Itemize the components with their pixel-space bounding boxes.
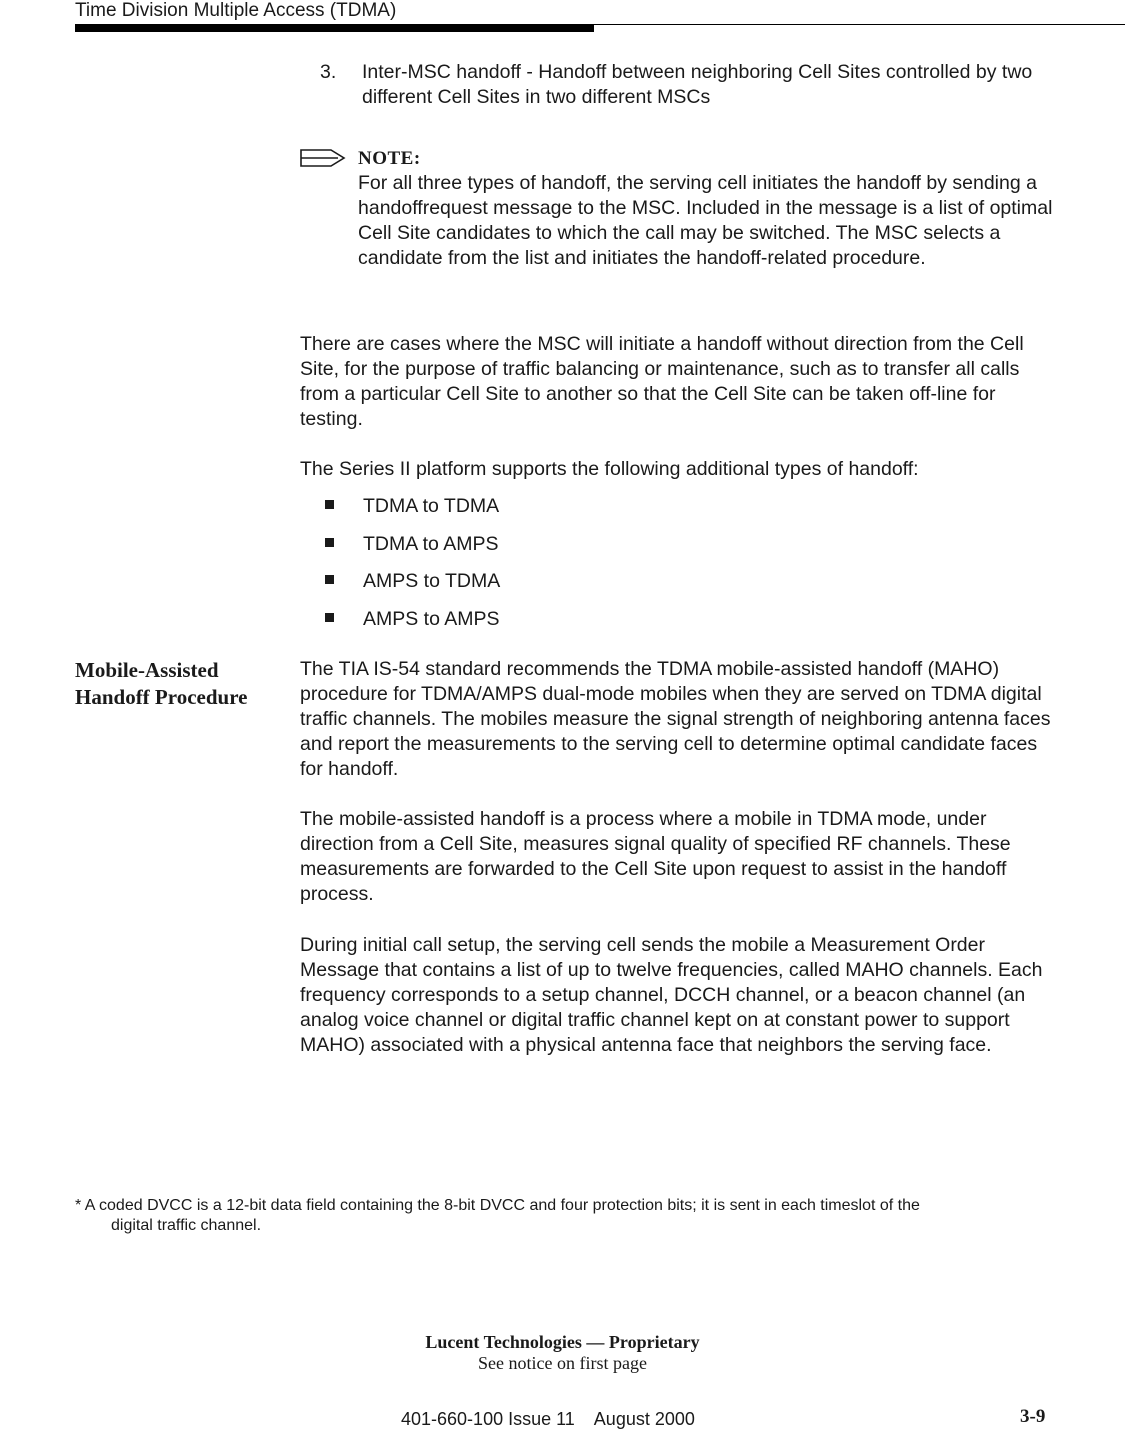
note-text: For all three types of handoff, the serving cell initiates the handoff by sending a handoffrequest message to the MSC. Included in the message is a list of optimal Cell Site candidates to which the call may be switched. The MSC selects a candidate from the list and initiates the handoff-related procedure. (358, 172, 1053, 269)
bullet-text: TDMA to AMPS (363, 533, 499, 555)
section-heading-line: Mobile-Assisted (75, 658, 219, 682)
bullet-item (325, 532, 725, 557)
item-number: 3. (320, 61, 337, 83)
paragraph-call-setup: During initial call setup, the serving cell sends the mobile a Measurement Order Message that contains a list of up to twelve frequencies, called MAHO channels. Each frequency corresponds to a setup channel, DCCH channel, or a beacon channel (an analog voice channel or digital traffic channel kept on at constant power to support MAHO) associated with a physical antenna face that neighbors the serving face. (300, 934, 1043, 1056)
footer-notice: See notice on first page (478, 1353, 647, 1373)
section-heading-line: Handoff Procedure (75, 685, 248, 709)
paragraph-series-ii: The Series II platform supports the following additional types of handoff: (300, 458, 919, 480)
bullet-item (325, 607, 725, 632)
bullet-item (325, 494, 725, 519)
footnote (75, 1196, 1060, 1236)
bullet-square-icon (325, 575, 334, 584)
paragraph-msc-handoff: There are cases where the MSC will initiate a handoff without direction from the Cell Site, for the purpose of traffic balancing or maintenance, such as to transfer all calls from a particular Cell Site to another so that the Cell Site can be taken off-line for testing. (300, 333, 1024, 430)
bullet-square-icon (325, 613, 334, 622)
footer-doc-id: 401-660-100 Issue 11 August 2000 (401, 1409, 695, 1429)
bullet-item (325, 569, 725, 594)
footnote-line: digital traffic channel. (111, 1217, 262, 1234)
note-label: NOTE: (358, 148, 421, 169)
footer-company: Lucent Technologies — Proprietary (425, 1332, 700, 1352)
paragraph-maho-standard: The TIA IS-54 standard recommends the TDMA mobile-assisted handoff (MAHO) procedure for TDMA/AMPS dual-mode mobiles when they are served on TDMA digital traffic channels. The mobiles measure the signal strength of neighboring antenna faces and report the measurements to the serving cell to determine optimal candidate faces for handoff. (300, 658, 1051, 780)
bullet-text: AMPS to TDMA (363, 570, 501, 592)
bullet-text: AMPS to AMPS (363, 608, 500, 630)
section-heading (75, 657, 290, 711)
bullet-text: TDMA to TDMA (363, 495, 500, 517)
item-text: Inter-MSC handoff - Handoff between neighboring Cell Sites controlled by two different Cell Sites in two different MSCs (362, 61, 1033, 108)
header-title: Time Division Multiple Access (TDMA) (75, 0, 397, 21)
footnote-line: * A coded DVCC is a 12-bit data field containing the 8-bit DVCC and four protection bits; it is sent in each timeslot of the (75, 1197, 920, 1214)
page-number: 3-9 (1020, 1406, 1046, 1427)
bullet-square-icon (325, 538, 334, 547)
paragraph-maho-process: The mobile-assisted handoff is a process where a mobile in TDMA mode, under direction from a Cell Site, measures signal quality of specified RF channels. These measurements are forwarded to the Cell Site upon request to assist in the handoff process. (300, 808, 1011, 905)
header-bar (75, 25, 594, 32)
bullet-square-icon (325, 500, 334, 509)
note-arrow-icon (300, 149, 346, 167)
